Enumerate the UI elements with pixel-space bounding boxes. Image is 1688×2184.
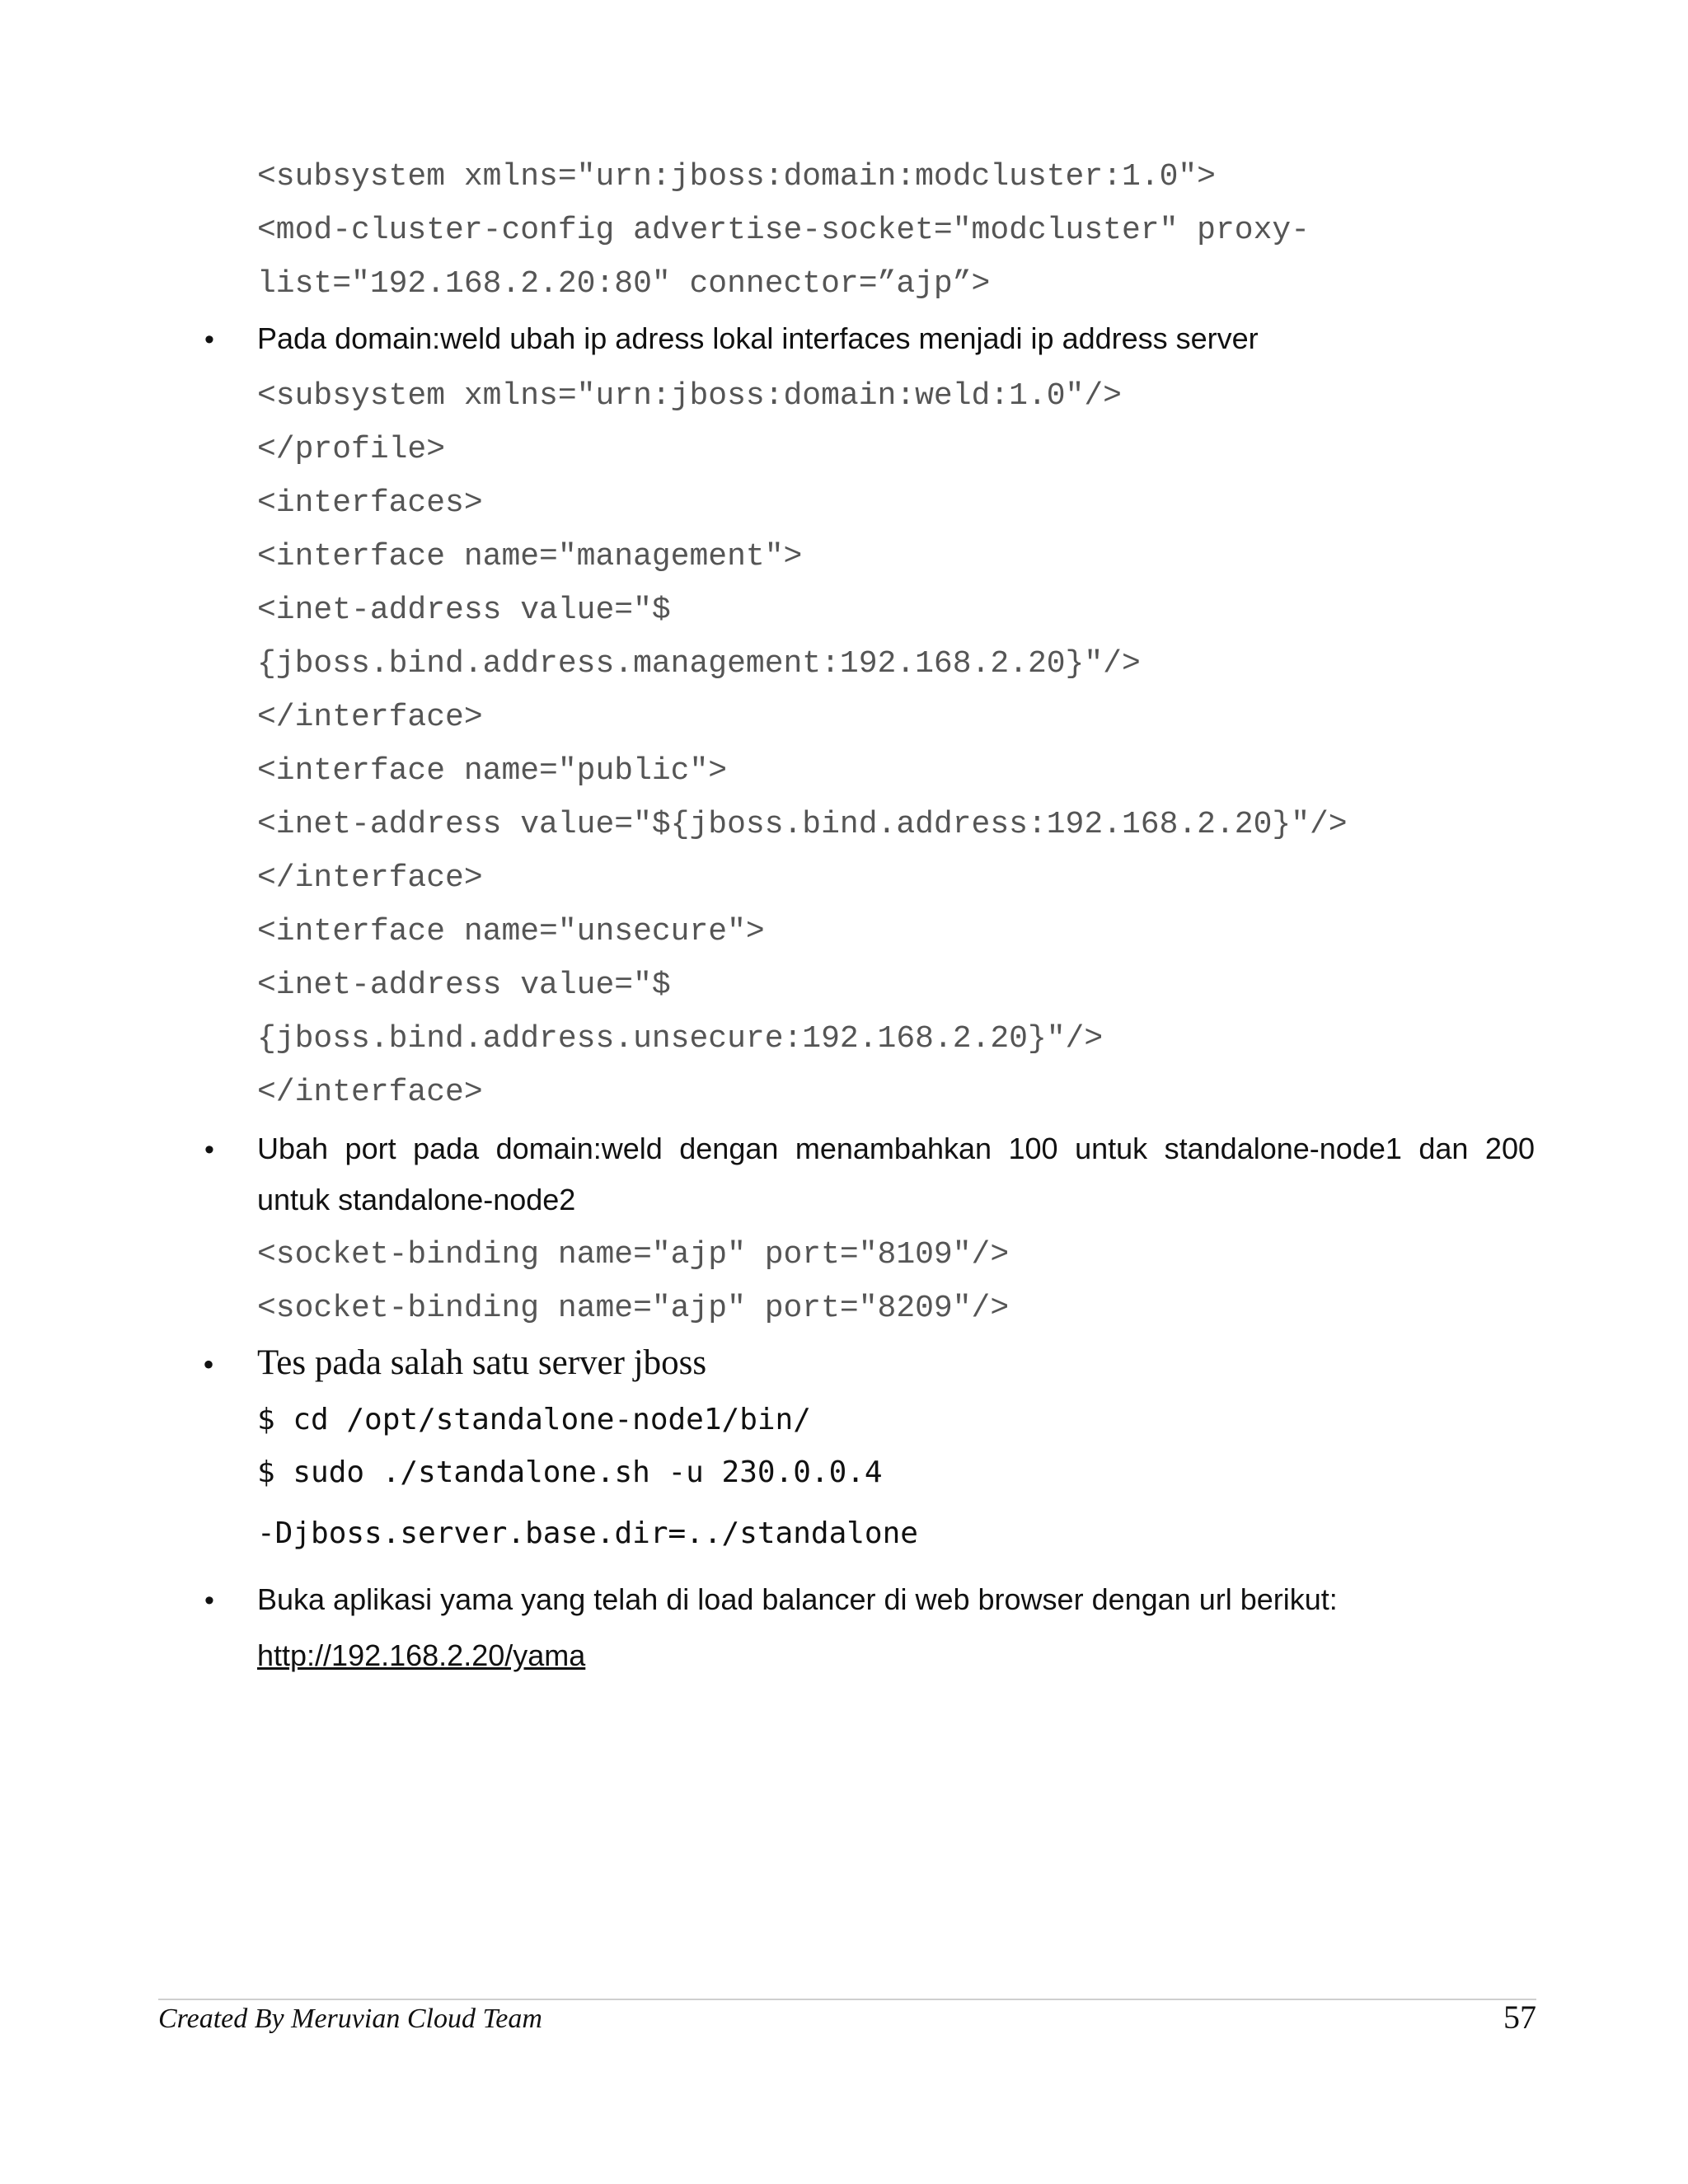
code-line: </interface>	[257, 700, 483, 735]
code-line: list="192.168.2.20:80" connector=”ajp”>	[257, 266, 991, 302]
code-line: {jboss.bind.address.management:192.168.2.20}"/>	[257, 646, 1141, 682]
bullet-marker: •	[204, 1134, 214, 1165]
footer-credit: Created By Meruvian Cloud Team	[158, 2004, 542, 2034]
command-line: $ sudo ./standalone.sh -u 230.0.0.4	[257, 1455, 883, 1489]
bullet-text: Ubah port pada domain:weld dengan menambahkan 100 untuk standalone-node1 dan 200	[257, 1132, 1535, 1165]
code-line: <socket-binding name="ajp" port="8109"/>	[257, 1237, 1010, 1272]
code-line: </interface>	[257, 1075, 483, 1110]
code-line: <subsystem xmlns="urn:jboss:domain:weld:1.0"/>	[257, 378, 1122, 414]
bullet-text: Pada domain:weld ubah ip adress lokal interfaces menjadi ip address server	[257, 321, 1259, 355]
page-number: 57	[1503, 1999, 1536, 2036]
bullet-text: Buka aplikasi yama yang telah di load balancer di web browser dengan url berikut:	[257, 1582, 1338, 1616]
code-line: <interface name="unsecure">	[257, 914, 765, 949]
bullet-text-continuation: untuk standalone-node2	[257, 1183, 576, 1216]
code-line: <interface name="public">	[257, 753, 728, 789]
code-line: <inet-address value="${jboss.bind.address:192.168.2.20}"/>	[257, 807, 1348, 842]
code-line: <interface name="management">	[257, 539, 803, 574]
code-line: </interface>	[257, 860, 483, 896]
code-line: <socket-binding name="ajp" port="8209"/>	[257, 1291, 1010, 1326]
command-line: -Djboss.server.base.dir=../standalone	[257, 1516, 918, 1550]
bullet-marker: •	[204, 1585, 214, 1616]
code-line: {jboss.bind.address.unsecure:192.168.2.20}"/>	[257, 1021, 1104, 1057]
bullet-marker: •	[204, 324, 214, 355]
footer-divider	[158, 1999, 1536, 2000]
code-line: <subsystem xmlns="urn:jboss:domain:modcluster:1.0">	[257, 159, 1216, 194]
command-line: $ cd /opt/standalone-node1/bin/	[257, 1403, 811, 1436]
code-line: <interfaces>	[257, 485, 483, 521]
code-line: <inet-address value="$	[257, 593, 671, 628]
yama-url-link[interactable]: http://192.168.2.20/yama	[257, 1638, 586, 1672]
code-line: <inet-address value="$	[257, 968, 671, 1003]
code-line: <mod-cluster-config advertise-socket="modcluster" proxy-	[257, 213, 1311, 248]
bullet-text: Tes pada salah satu server jboss	[257, 1343, 707, 1382]
bullet-marker: •	[203, 1346, 215, 1383]
code-line: </profile>	[257, 432, 446, 467]
